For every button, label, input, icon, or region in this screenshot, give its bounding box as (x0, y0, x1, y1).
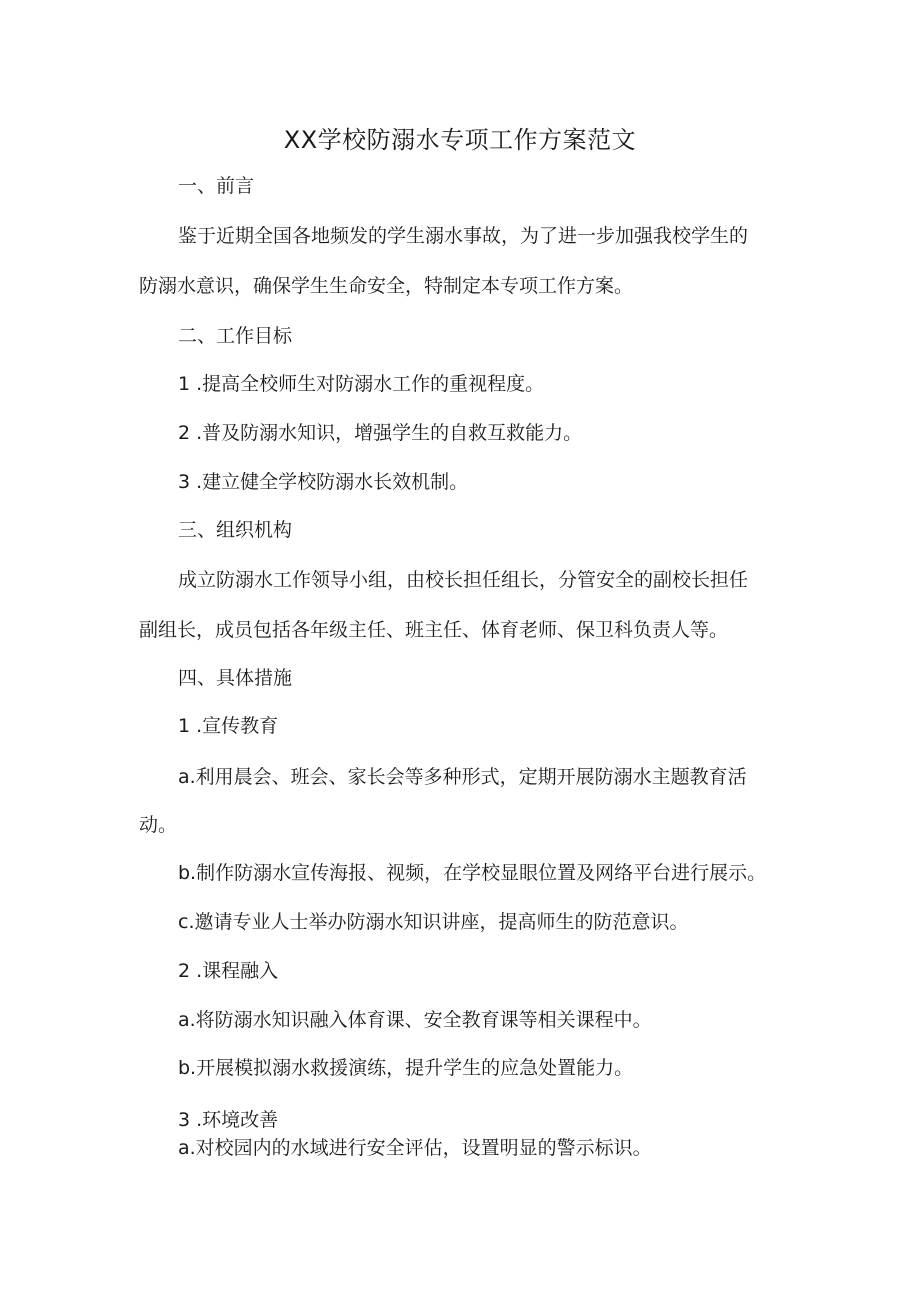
paragraph-line: b.开展模拟溺水救援演练，提升学生的应急处置能力。 (178, 1057, 634, 1079)
paragraph-line: 动。 (139, 814, 178, 836)
paragraph-line: 副组长，成员包括各年级主任、班主任、体育老师、保卫科负责人等。 (139, 619, 729, 641)
paragraph-line: a.利用晨会、班会、家长会等多种形式，定期开展防溺水主题教育活 (178, 766, 747, 788)
subheading-publicity: 1 .宣传教育 (178, 715, 279, 737)
paragraph-line: a.将防溺水知识融入体育课、安全教育课等相关课程中。 (178, 1009, 652, 1031)
list-item: 2 .普及防溺水知识，增强学生的自救互救能力。 (178, 422, 583, 444)
paragraph-line: 鉴于近期全国各地频发的学生溺水事故，为了进一步加强我校学生的 (178, 225, 749, 247)
heading-measures: 四、具体措施 (178, 667, 293, 689)
heading-goals: 二、工作目标 (178, 325, 293, 347)
list-item: 1 .提高全校师生对防溺水工作的重视程度。 (178, 373, 545, 395)
subheading-curriculum: 2 .课程融入 (178, 960, 279, 982)
list-item: 3 .建立健全学校防溺水长效机制。 (178, 471, 469, 493)
document-title: XX学校防溺水专项工作方案范文 (283, 126, 637, 154)
subheading-environment: 3 .环境改善 (178, 1109, 279, 1131)
heading-preface: 一、前言 (178, 175, 255, 197)
paragraph-line: c.邀请专业人士举办防溺水知识讲座，提高师生的防范意识。 (178, 911, 689, 933)
paragraph-line: a.对校园内的水域进行安全评估，设置明显的警示标识。 (178, 1137, 652, 1159)
paragraph-line: 防溺水意识，确保学生生命安全，特制定本专项工作方案。 (139, 275, 634, 297)
heading-organization: 三、组织机构 (178, 519, 293, 541)
paragraph-line: b.制作防溺水宣传海报、视频，在学校显眼位置及网络平台进行展示。 (178, 862, 767, 884)
paragraph-line: 成立防溺水工作领导小组，由校长担任组长，分管安全的副校长担任 (178, 569, 749, 591)
